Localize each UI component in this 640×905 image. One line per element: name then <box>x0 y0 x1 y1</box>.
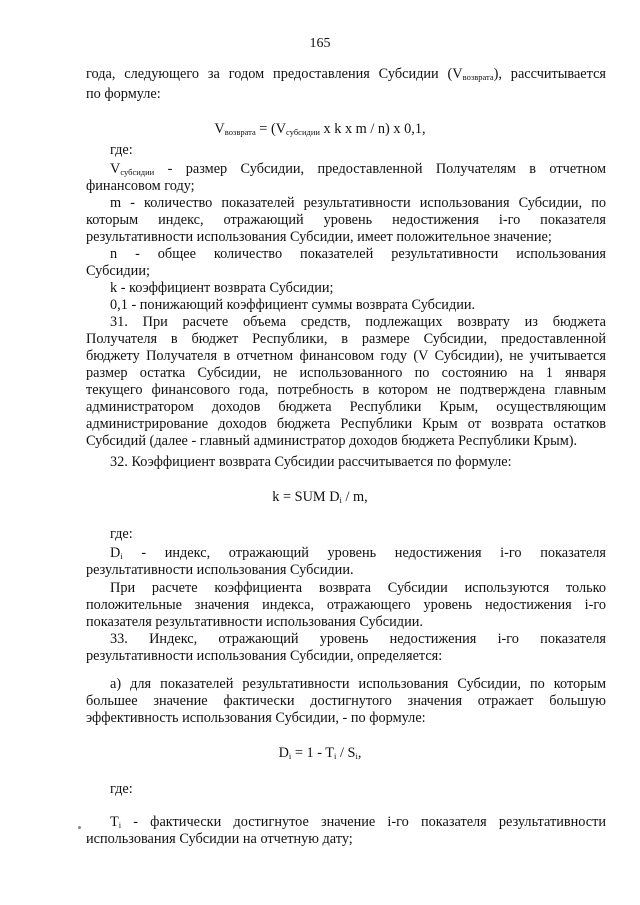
paragraph-line: показателя результативности использования Субсидии. <box>86 614 423 630</box>
formula-index: $D_i = 1 - T_i / S_i$, <box>278 745 362 761</box>
paragraph-31-line: 31. При расчете объема средств, подлежащих возврату из бюджета <box>110 314 606 330</box>
paragraph-33-line: результативности использования Субсидии, определяется: <box>86 648 443 664</box>
definition-line: использования Субсидии на отчетную дату; <box>86 831 353 847</box>
paragraph-line: года, следующего за годом предоставления Субсидии $(V_{возврата})$, рассчитывается <box>86 66 606 82</box>
item-a-line: эффективность использования Субсидии, - по формуле: <box>86 710 426 726</box>
paragraph-line: При расчете коэффициента возврата Субсидии используются только <box>110 580 606 596</box>
page-number: 165 <box>309 36 331 51</box>
paragraph-32: 32. Коэффициент возврата Субсидии рассчитывается по формуле: <box>110 454 512 470</box>
definition-line: результативности использования Субсидии. <box>86 562 354 578</box>
where-label: где: <box>110 781 133 797</box>
paragraph-31-line: Субсидий (далее - главный администратор доходов бюджета Республики Крым). <box>86 433 578 449</box>
formula-return-coefficient: k = SUM $D_i$ / m, <box>272 489 368 505</box>
definition-line: $V_{субсидии}$ - размер Субсидии, предоставленной Получателям в отчетном <box>110 161 606 177</box>
definition-line: $T_i$ - фактически достигнутое значение i-го показателя результативности <box>110 814 606 830</box>
item-a-line: а) для показателей результативности использования Субсидии, по которым <box>110 676 606 692</box>
paragraph-33-line: 33. Индекс, отражающий уровень недостижения i-го показателя <box>110 631 606 647</box>
paragraph-31-line: Получателя в бюджет Республики, в размере Субсидии, предоставленной <box>86 331 606 347</box>
paragraph-31-line: администратором доходов бюджета Республики Крым, осуществляющим <box>86 399 606 415</box>
formula-return-amount: $V_{возврата} = (V_{субсидии}$ x k x m / n) x 0,1, <box>214 121 426 137</box>
paragraph-31-line: размер остатка Субсидии, не использованного по состоянию на 1 января <box>86 365 606 381</box>
scan-speck <box>78 826 81 829</box>
definition-line: m - количество показателей результативности использования Субсидии, по <box>110 195 606 211</box>
definition-line: результативности использования Субсидии, имеет положительное значение; <box>86 229 552 245</box>
definition-line: k - коэффициент возврата Субсидии; <box>110 280 334 296</box>
definition-line: 0,1 - понижающий коэффициент суммы возврата Субсидии. <box>110 297 476 313</box>
paragraph-31-line: бюджету Получателя в отчетном финансовом году (V Субсидии), не учитывается <box>86 348 606 364</box>
definition-line: Субсидии; <box>86 263 150 279</box>
paragraph-31-line: текущего финансового года, потребность в котором не подтверждена главным <box>86 382 606 398</box>
paragraph-31-line: администрирование доходов бюджета Республики Крым от возврата остатков <box>86 416 606 432</box>
where-label: где: <box>110 142 133 158</box>
item-a-line: большее значение фактически достигнутого значения отражает большую <box>86 693 606 709</box>
definition-line: которым индекс, отражающий уровень недостижения i-го показателя <box>86 212 606 228</box>
paragraph-line: положительные значения индекса, отражающего уровень недостижения i-го <box>86 597 606 613</box>
definition-line: финансовом году; <box>86 178 195 194</box>
definition-line: n - общее количество показателей результативности использования <box>110 246 606 262</box>
definition-line: $D_i$ - индекс, отражающий уровень недостижения i-го показателя <box>110 545 606 561</box>
paragraph-line: по формуле: <box>86 86 161 102</box>
where-label: где: <box>110 526 133 542</box>
